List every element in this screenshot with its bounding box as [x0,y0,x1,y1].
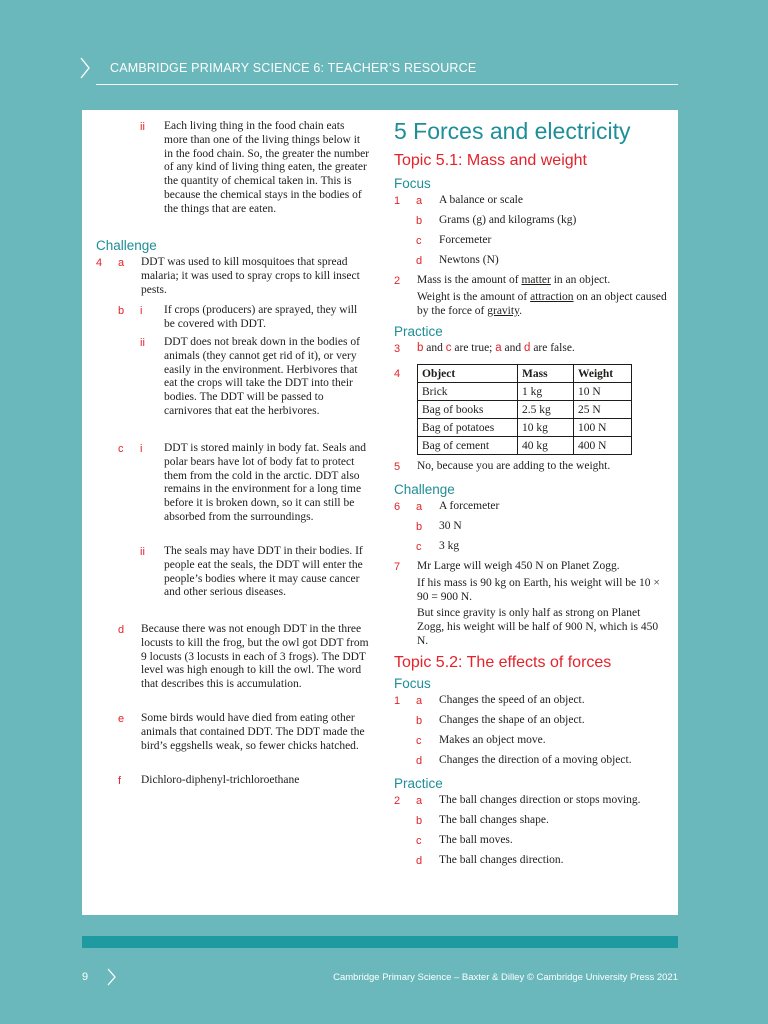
table-row [418,383,632,401]
answer-text: DDT was used to kill mosquitoes that spread malaria; it was used to spray crops to kill insect pests. [141,256,360,296]
focus-heading: Focus [394,676,431,691]
item-label: c [416,235,422,247]
question-number: 5 [394,461,401,473]
item-label: b [416,215,423,227]
item-label: ii [140,121,145,133]
table-cell: 25 N [574,401,632,419]
answer-text: DDT does not break down in the bodies of animals (they cannot get rid of it), or very easily in the environment. Herbivores that eat the crops will take the DDT into their bodies. The DDT will be passed to carnivores that eat the herbivores. [164,336,360,417]
header-divider [96,84,678,85]
left-column [96,120,376,794]
underlined-term: gravity [487,304,520,317]
item-label: d [416,755,423,767]
item-label: d [118,624,125,636]
chevron-right-icon [76,55,94,81]
item-label: b [118,305,125,317]
table-cell: 400 N [574,437,632,455]
item-label: f [118,775,122,787]
item-label: i [140,443,143,455]
item-label: ii [140,546,145,558]
item-label: a [118,257,125,269]
topic-heading: Topic 5.1: Mass and weight [394,152,587,169]
question-number: 7 [394,561,401,573]
table-cell: 1 kg [518,383,574,401]
answer-text: The seals may have DDT in their bodies. If people eat the seals, the DDT will enter the people’s bodies where it may cause cancer and other serious diseases. [164,545,363,599]
answer-text: Changes the shape of an object. [439,714,585,726]
answer-text: Because there was not enough DDT in the three locusts to kill the frog, but the owl got DDT from 9 locusts (3 locusts in each of 3 frogs). The DDT level was high enough to kill the owl. The word that describes this is accumulation. [141,623,369,691]
answer-text: Makes an object move. [439,734,546,746]
question-number: 6 [394,501,401,513]
question-number: 2 [394,795,401,807]
challenge-heading: Challenge [394,482,455,497]
underlined-term: attraction [530,290,574,303]
table-cell: 2.5 kg [518,401,574,419]
answer-text: 3 kg [439,540,460,552]
focus-heading: Focus [394,176,431,191]
answer-text: The ball changes direction. [439,854,564,866]
answer-text: Grams (g) and kilograms (kg) [439,214,577,226]
item-label: b [416,521,423,533]
table-row [418,437,632,455]
topic-heading: Topic 5.2: The effects of forces [394,654,612,671]
answer-text: Some birds would have died from eating other animals that contained DDT. The DDT made the bird’s eggshells weak, so fewer chicks hatched. [141,712,365,752]
answer-text: A balance or scale [439,194,523,206]
answer-text: No, because you are adding to the weight. [417,460,611,472]
answer-text: The ball moves. [439,834,513,846]
item-label: ii [140,337,145,349]
answer-text: The ball changes shape. [439,814,549,826]
table-cell: 40 kg [518,437,574,455]
underlined-term: matter [521,274,551,286]
practice-heading: Practice [394,324,443,339]
item-label: c [118,443,124,455]
item-label: d [416,255,423,267]
chevron-right-icon [104,966,120,988]
question-number: 1 [394,195,401,207]
column-header: Weight [574,365,632,383]
answer-text: A forcemeter [439,500,500,512]
item-label: d [416,855,423,867]
answer-text: b and c are true; a and d are false. [417,342,575,354]
item-label: a [416,795,423,807]
question-number: 4 [394,368,401,380]
question-number: 1 [394,695,401,707]
answer-text: Mass is the amount of matter in an object. Weight is the amount of attraction on an object caused by the force of gravity. [417,274,667,317]
question-number: 2 [394,275,401,287]
item-label: b [416,715,423,727]
table-cell: 10 N [574,383,632,401]
table-row [418,419,632,437]
item-label: i [140,305,143,317]
right-column [394,118,674,874]
challenge-heading: Challenge [96,238,157,253]
item-label: c [416,541,422,553]
table-cell: Bag of cement [418,437,518,455]
item-label: a [416,501,423,513]
answer-text: If crops (producers) are sprayed, they will be covered with DDT. [164,304,358,330]
table-row [418,401,632,419]
answer-text: 30 N [439,520,462,532]
page-number: 9 [82,971,89,983]
item-label: b [416,815,423,827]
item-label: c [416,735,422,747]
answer-text: Dichloro-diphenyl-trichloroethane [141,774,300,786]
table-cell: Bag of potatoes [418,419,518,437]
mass-weight-table [417,364,632,455]
running-header-title: CAMBRIDGE PRIMARY SCIENCE 6: TEACHER’S RESOURCE [110,61,477,75]
footer-bar [82,936,678,948]
chapter-title: 5 Forces and electricity [394,118,631,144]
table-cell: 100 N [574,419,632,437]
answer-text: The ball changes direction or stops moving. [439,794,641,806]
table-header-row [418,365,632,383]
answer-text: DDT is stored mainly in body fat. Seals and polar bears have lot of body fat to protect them from the cold in the arctic. DDT also remains in the environment for a long time before it is broken down, so it can still be absorbed from the surroundings. [164,442,366,523]
table-cell: Brick [418,383,518,401]
question-number: 4 [96,257,103,269]
table-cell: Bag of books [418,401,518,419]
column-header: Object [418,365,518,383]
answer-text: Each living thing in the food chain eats more than one of the living things below it in the food chain. So, the greater the number of any kind of living thing eaten, the greater the quantity of chemical taken in. This is because the chemical stays in the bodies of the things that are eaten. [164,120,370,215]
answer-text: Forcemeter [439,234,492,246]
answer-text: Newtons (N) [439,254,499,266]
copyright-credit: Cambridge Primary Science – Baxter & Dilley © Cambridge University Press 2021 [333,972,678,983]
table-cell: 10 kg [518,419,574,437]
practice-heading: Practice [394,776,443,791]
answer-text: Changes the direction of a moving object. [439,754,632,766]
item-label: e [118,713,125,725]
item-label: c [416,835,422,847]
item-label: a [416,695,423,707]
item-label: a [416,195,423,207]
column-header: Mass [518,365,574,383]
answer-text: Changes the speed of an object. [439,694,585,706]
question-number: 3 [394,343,401,355]
answer-text: Mr Large will weigh 450 N on Planet Zogg. If his mass is 90 kg on Earth, his weight will be 10 × 90 = 900 N. But since gravity is only half as strong on Planet Zogg, his weight will be half of 900 N, which is 450 N. [417,560,660,647]
